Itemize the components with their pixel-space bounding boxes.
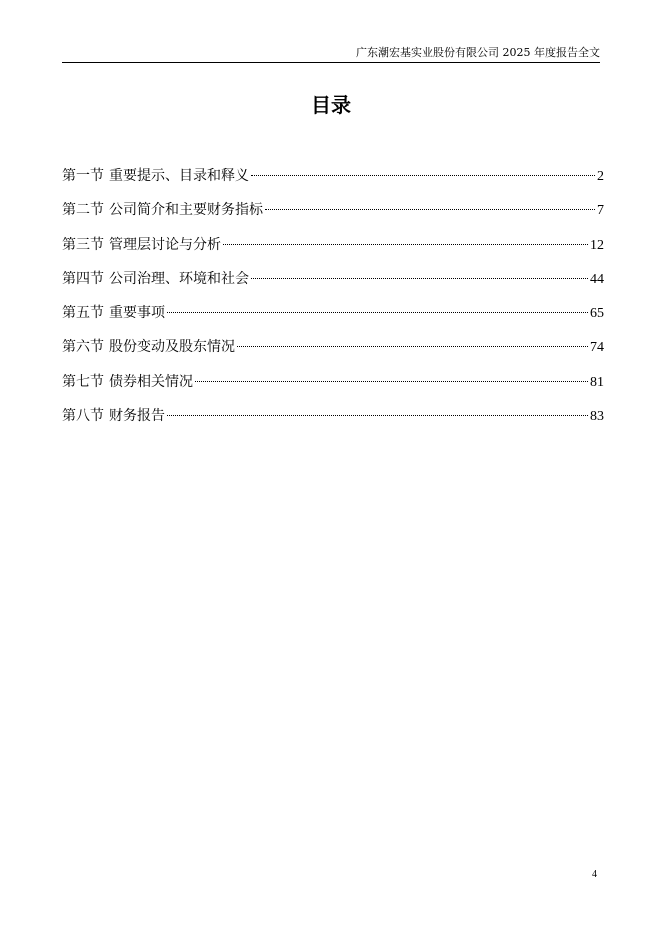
toc-page-number: 83 — [590, 409, 604, 425]
toc-dot-leader — [265, 209, 595, 210]
toc-dot-leader — [251, 175, 595, 176]
toc-dot-leader — [167, 415, 588, 416]
toc-section-number: 第五节 — [62, 305, 104, 322]
toc-dot-leader — [223, 244, 588, 245]
toc-section-title: 重要事项 — [109, 305, 165, 322]
toc-section-number: 第二节 — [62, 202, 104, 219]
toc-entry[interactable] — [62, 337, 604, 371]
toc-dot-leader — [251, 278, 588, 279]
toc-dot-leader — [167, 312, 588, 313]
toc-section-number: 第七节 — [62, 373, 104, 390]
page-title: 目录 — [311, 93, 351, 117]
toc-page-number: 7 — [597, 203, 604, 219]
toc-entry[interactable] — [62, 406, 604, 440]
toc-section-title: 债券相关情况 — [109, 373, 193, 390]
toc-dot-leader — [237, 346, 588, 347]
toc-entry[interactable] — [62, 235, 604, 269]
page-number: 4 — [592, 869, 597, 880]
toc-page-number: 44 — [590, 271, 604, 287]
toc-page-number: 12 — [590, 237, 604, 253]
toc-entry[interactable] — [62, 166, 604, 200]
toc-entry[interactable] — [62, 269, 604, 303]
toc-section-title: 公司简介和主要财务指标 — [109, 202, 263, 219]
toc-section-title: 股份变动及股东情况 — [109, 339, 235, 356]
toc-entry[interactable] — [62, 200, 604, 234]
toc-section-number: 第四节 — [62, 270, 104, 287]
toc-section-number: 第一节 — [62, 168, 104, 184]
page-header — [62, 40, 600, 63]
toc-entry[interactable] — [62, 372, 604, 406]
toc-page-number: 2 — [597, 169, 604, 184]
toc-page-number: 65 — [590, 306, 604, 322]
table-of-contents — [62, 166, 604, 440]
toc-page-number: 81 — [590, 374, 604, 390]
toc-section-title: 财务报告 — [109, 408, 165, 425]
toc-page-number: 74 — [590, 340, 604, 356]
toc-entry[interactable] — [62, 303, 604, 337]
header-text: 广东潮宏基实业股份有限公司 2025 年度报告全文 — [356, 46, 600, 59]
toc-section-number: 第六节 — [62, 339, 104, 356]
toc-section-number: 第八节 — [62, 408, 104, 425]
toc-section-number: 第三节 — [62, 236, 104, 253]
toc-section-title: 公司治理、环境和社会 — [109, 270, 249, 287]
toc-dot-leader — [195, 381, 588, 382]
toc-section-title: 管理层讨论与分析 — [109, 236, 221, 253]
toc-section-title: 重要提示、目录和释义 — [109, 168, 249, 184]
